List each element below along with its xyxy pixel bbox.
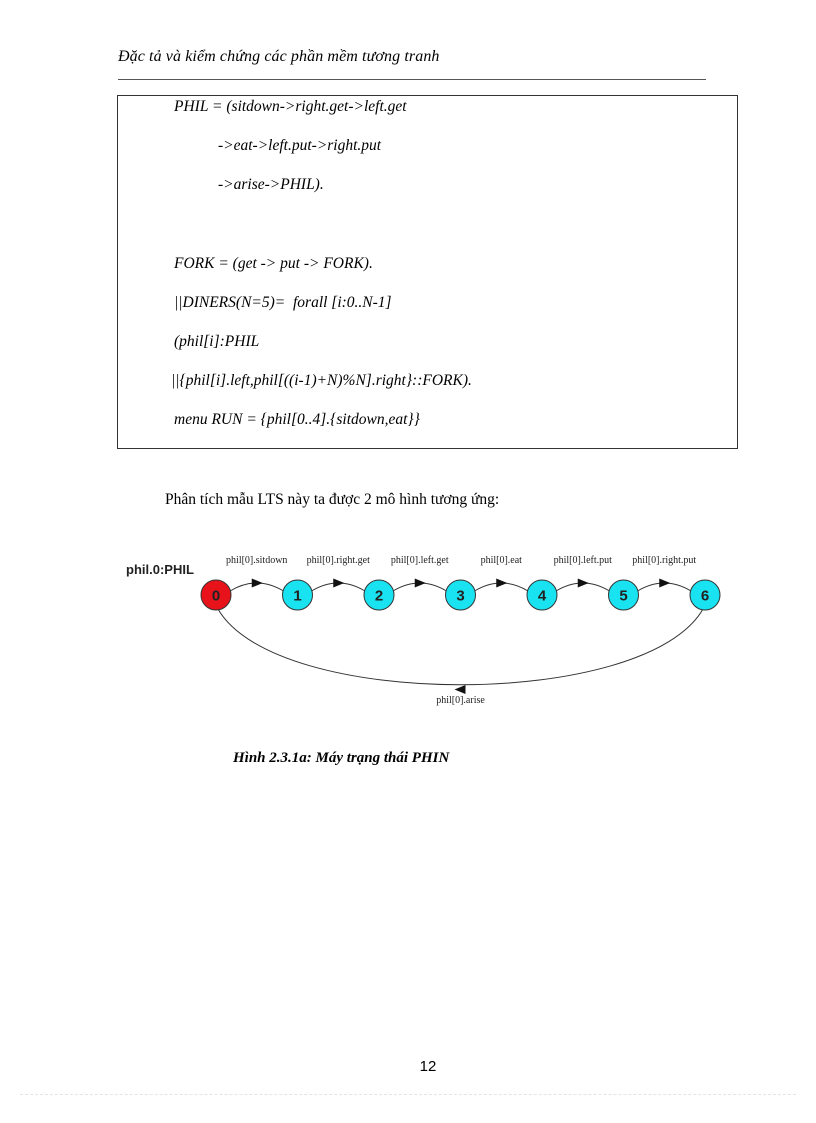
transition-label: phil[0].sitdown [226, 555, 288, 566]
state-label: 4 [537, 587, 547, 605]
figure-caption: Hình 2.3.1a: Máy trạng thái PHIN [233, 750, 450, 766]
code-line-3: ->arise->PHIL). [218, 176, 324, 193]
state-label: 6 [700, 587, 710, 605]
page-header: Đặc tả và kiểm chứng các phần mềm tương tranh [118, 48, 440, 65]
transition-label: phil[0].left.put [553, 555, 612, 566]
state-label: 5 [619, 587, 628, 605]
transition-arrowhead [578, 579, 589, 588]
page-number: 12 [419, 1058, 437, 1075]
code-line-6: (phil[i]:PHIL [174, 333, 260, 350]
return-arrowhead [455, 685, 466, 694]
machine-title: phil.0:PHIL [126, 562, 194, 577]
analysis-paragraph: Phân tích mẫu LTS này ta được 2 mô hình tương ứng: [165, 491, 500, 508]
code-line-4: FORK = (get -> put -> FORK). [174, 255, 373, 272]
transition-label: phil[0].left.get [390, 555, 449, 566]
header-divider [118, 79, 706, 80]
state-label: 2 [374, 587, 384, 605]
transition-edge [218, 609, 703, 685]
transition-arrowhead [496, 579, 507, 588]
state-label: 3 [456, 587, 465, 605]
code-line-1: PHIL = (sitdown->right.get->left.get [174, 98, 407, 115]
transition-label: phil[0].eat [480, 555, 522, 566]
code-block [117, 95, 738, 449]
transition-arrowhead [659, 579, 670, 588]
transition-label: phil[0].arise [436, 695, 485, 706]
transition-label: phil[0].right.get [306, 555, 370, 566]
state-label: 0 [211, 587, 221, 605]
transition-arrowhead [333, 579, 344, 588]
state-machine-diagram [0, 545, 816, 715]
transition-arrowhead [415, 579, 426, 588]
code-line-2: ->eat->left.put->right.put [218, 137, 382, 154]
code-line-7: ||{phil[i].left,phil[((i-1)+N)%N].right}::FORK). [171, 372, 472, 389]
transition-label: phil[0].right.put [632, 555, 697, 566]
transition-arrowhead [252, 579, 263, 588]
code-line-5: ||DINERS(N=5)= forall [i:0..N-1] [174, 294, 392, 311]
state-label: 1 [293, 587, 302, 605]
footer-divider [20, 1094, 796, 1095]
code-line-8: menu RUN = {phil[0..4].{sitdown,eat}} [174, 411, 420, 428]
